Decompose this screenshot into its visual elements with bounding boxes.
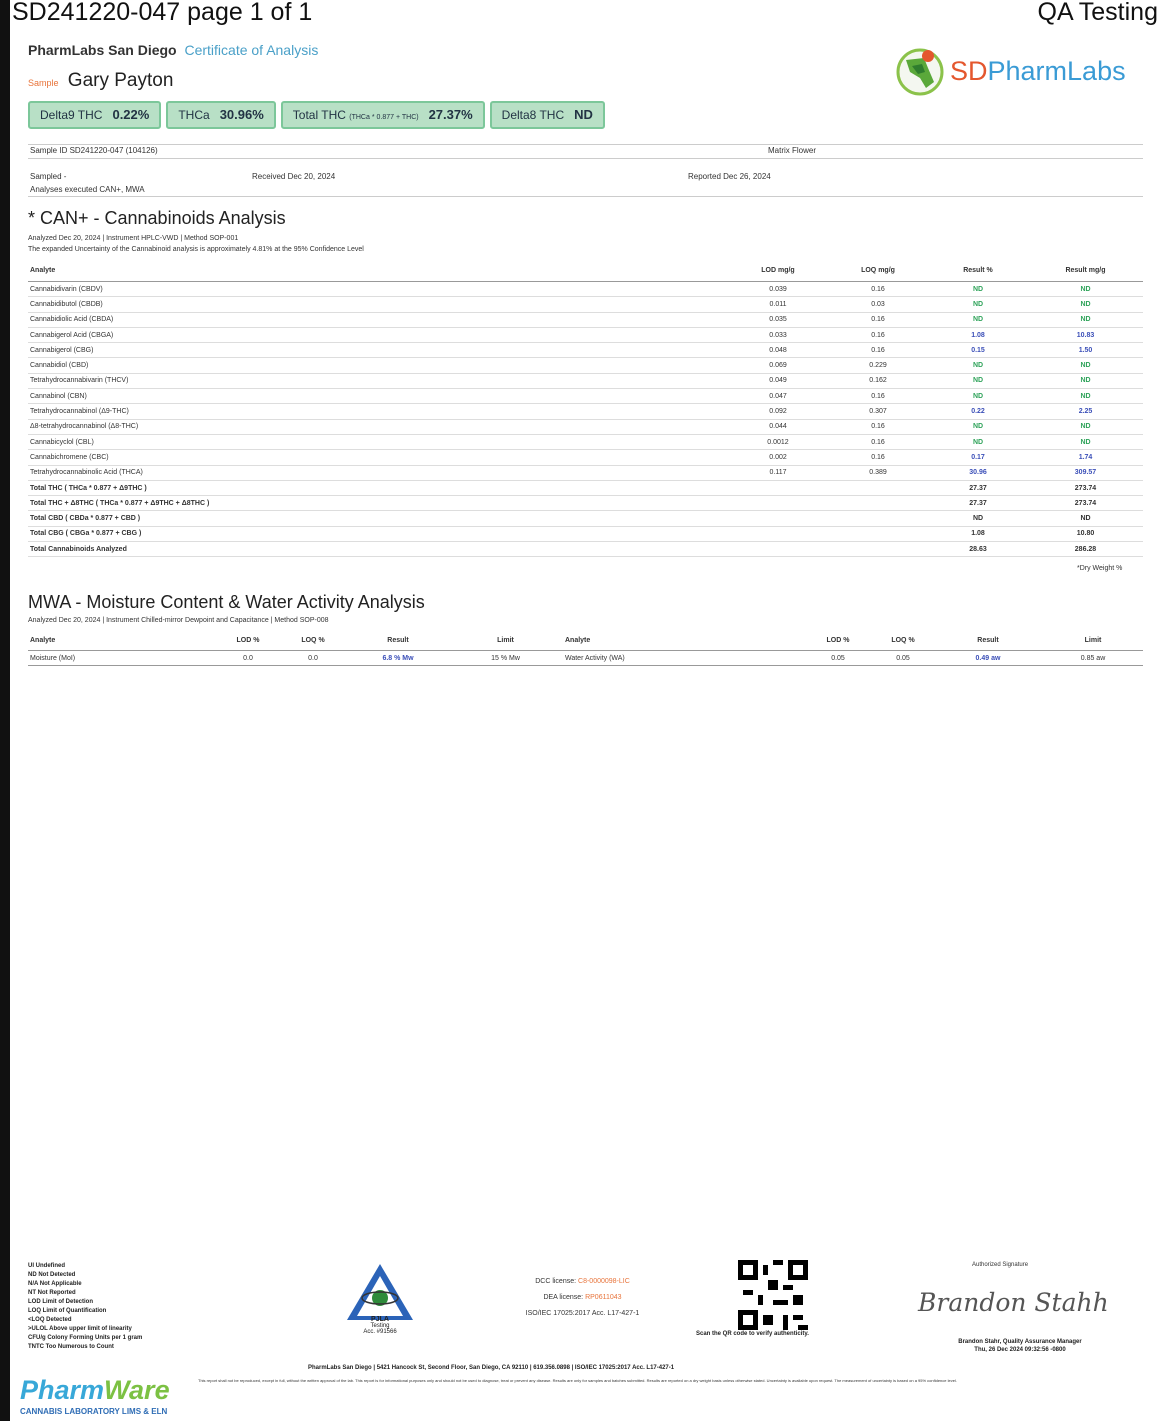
lod-value: 0.047 (728, 389, 828, 404)
mwa-h-result: Result (348, 630, 448, 651)
lod-value: 0.069 (728, 358, 828, 373)
mwa-h-analyte: Analyte (563, 630, 803, 651)
header-result-mg: Result mg/g (1028, 259, 1143, 282)
result-percent: 1.08 (928, 327, 1028, 342)
analyte-name: Cannabidivarin (CBDV) (28, 282, 728, 297)
total-name: Total CBG ( CBGa * 0.877 + CBG ) (28, 526, 728, 541)
mwa-h-lod: LOD % (803, 630, 873, 651)
total-row (28, 526, 1143, 541)
total-percent: 1.08 (928, 526, 1028, 541)
dea-label: DEA license: (543, 1294, 584, 1301)
lod-value: 0.044 (728, 419, 828, 434)
table-row (28, 282, 1143, 297)
moisture-table (28, 630, 1143, 666)
mwa-result: 6.8 % Mw (348, 651, 448, 666)
mwa-result: 0.49 aw (933, 651, 1043, 666)
mwa-h-loq: LOQ % (873, 630, 933, 651)
total-mg: ND (1028, 511, 1143, 526)
divider (28, 144, 1143, 145)
empty-cell (828, 511, 928, 526)
pill-delta9 (28, 101, 161, 129)
analyte-name: Cannabichromene (CBC) (28, 450, 728, 465)
header-lod: LOD mg/g (728, 259, 828, 282)
can-subtitle: Analyzed Dec 20, 2024 | Instrument HPLC-VWD | Method SOP-001 (28, 235, 239, 242)
signature: Brandon Stahh (918, 1288, 1109, 1317)
dry-weight-note: *Dry Weight % (1077, 565, 1123, 572)
result-mg: 1.74 (1028, 450, 1143, 465)
legend-item: CFU/g Colony Forming Units per 1 gram (28, 1335, 143, 1341)
analyte-name: Cannabidibutol (CBDB) (28, 297, 728, 312)
table-header (28, 259, 1143, 282)
sampled: Sampled - (30, 172, 67, 181)
pill-label: Delta9 THC (40, 108, 103, 122)
pharmware-b: Ware (104, 1375, 170, 1405)
mwa-limit: 0.85 aw (1043, 651, 1143, 666)
loq-value: 0.307 (828, 404, 928, 419)
signatory (930, 1338, 1110, 1354)
result-percent: ND (928, 373, 1028, 388)
result-percent: ND (928, 389, 1028, 404)
qa-title: QA Testing (1037, 0, 1158, 26)
analyte-name: Tetrahydrocannabinolic Acid (THCA) (28, 465, 728, 480)
legend-item: LOD Limit of Detection (28, 1299, 93, 1305)
analyte-name: Cannabidiol (CBD) (28, 358, 728, 373)
analyte-name: Tetrahydrocannabivarin (THCV) (28, 373, 728, 388)
pill-note: (THCa * 0.877 + THC) (349, 114, 419, 121)
pjla-name: PJLA (371, 1316, 389, 1323)
dcc-label: DCC license: (535, 1278, 577, 1285)
dea-license (510, 1290, 655, 1306)
lod-value: 0.011 (728, 297, 828, 312)
mwa-lod: 0.0 (218, 651, 278, 666)
received: Received Dec 20, 2024 (252, 172, 336, 181)
empty-cell (728, 480, 828, 495)
lod-value: 0.033 (728, 327, 828, 342)
reported: Reported Dec 26, 2024 (688, 172, 771, 181)
pill-thca (166, 101, 275, 129)
total-mg: 286.28 (1028, 542, 1143, 557)
loq-value: 0.03 (828, 297, 928, 312)
empty-cell (828, 542, 928, 557)
empty-cell (828, 480, 928, 495)
empty-cell (728, 511, 828, 526)
lod-value: 0.035 (728, 312, 828, 327)
result-mg: ND (1028, 434, 1143, 449)
table-row (28, 297, 1143, 312)
legend-item: UI Undefined (28, 1263, 65, 1269)
result-mg: 10.83 (1028, 327, 1143, 342)
sample-label: Sample (28, 78, 59, 88)
result-percent: ND (928, 282, 1028, 297)
pill-label: THCa (178, 108, 210, 122)
qr-code-icon[interactable] (738, 1260, 808, 1330)
table-row (28, 373, 1143, 388)
table-row (28, 465, 1143, 480)
loq-value: 0.16 (828, 434, 928, 449)
loq-value: 0.16 (828, 389, 928, 404)
loq-value: 0.16 (828, 282, 928, 297)
divider (28, 196, 1143, 197)
total-name: Total THC + Δ8THC ( THCa * 0.877 + Δ9THC + Δ8THC ) (28, 496, 728, 511)
total-mg: 273.74 (1028, 480, 1143, 495)
iso-accreditation: ISO/IEC 17025:2017 Acc. L17-427-1 (525, 1310, 640, 1317)
legend-item: N/A Not Applicable (28, 1281, 82, 1287)
lab-address: PharmLabs San Diego | 5421 Hancock St, Second Floor, San Diego, CA 92110 | 619.356.0898 | ISO/IEC 17025:2017 Acc. L17-427-1 (308, 1365, 675, 1371)
signature-date: Thu, 26 Dec 2024 09:32:56 -0800 (974, 1347, 1066, 1353)
legend-item: LOQ Limit of Quantification (28, 1308, 107, 1314)
loq-value: 0.16 (828, 327, 928, 342)
analyte-name: Cannabidiolic Acid (CBDA) (28, 312, 728, 327)
total-row (28, 496, 1143, 511)
analyte-name: Cannabigerol Acid (CBGA) (28, 327, 728, 342)
logo-sd: SD (950, 56, 988, 86)
result-mg: ND (1028, 282, 1143, 297)
empty-cell (828, 526, 928, 541)
divider (28, 158, 1143, 159)
summary-pills (28, 101, 605, 129)
result-mg: 1.50 (1028, 343, 1143, 358)
mwa-loq: 0.0 (278, 651, 348, 666)
pill-delta8 (490, 101, 605, 129)
mwa-h-result: Result (933, 630, 1043, 651)
pharmware-tagline: CANNABIS LABORATORY LIMS & ELN (20, 1407, 168, 1416)
analyte-name: Δ8-tetrahydrocannabinol (Δ8-THC) (28, 419, 728, 434)
lod-value: 0.048 (728, 343, 828, 358)
mwa-subtitle: Analyzed Dec 20, 2024 | Instrument Chilled-mirror Dewpoint and Capacitance | Method SOP-008 (28, 617, 329, 624)
analyte-name: Cannabinol (CBN) (28, 389, 728, 404)
table-row (28, 450, 1143, 465)
legend-item: <LOQ Detected (28, 1317, 72, 1323)
total-row (28, 542, 1143, 557)
analyte-name: Tetrahydrocannabinol (Δ9-THC) (28, 404, 728, 419)
table-row (28, 651, 1143, 666)
pjla-label (360, 1316, 400, 1335)
total-percent: 28.63 (928, 542, 1028, 557)
empty-cell (828, 496, 928, 511)
total-name: Total THC ( THCa * 0.877 + Δ9THC ) (28, 480, 728, 495)
coa-label: Certificate of Analysis (184, 42, 319, 58)
signature-heading: Authorized Signature (972, 1262, 1029, 1268)
signatory-name: Brandon Stahr, Quality Assurance Manager (958, 1339, 1082, 1345)
legend-item: >ULOL Above upper limit of linearity (28, 1326, 132, 1332)
abbreviation-legend (28, 1262, 142, 1352)
mwa-h-lod: LOD % (218, 630, 278, 651)
pill-value: 27.37% (428, 107, 473, 122)
california-logo-icon (890, 42, 950, 102)
can-uncertainty: The expanded Uncertainty of the Cannabinoid analysis is approximately 4.81% at the 95% Confidence Level (28, 246, 364, 253)
pill-value: 0.22% (112, 107, 150, 122)
sdpharmlabs-logo (890, 42, 1160, 102)
total-name: Total CBD ( CBDa * 0.877 + CBD ) (28, 511, 728, 526)
loq-value: 0.229 (828, 358, 928, 373)
pill-value: ND (574, 107, 593, 122)
coa-page (10, 0, 1170, 1421)
pjla-acc: Acc. #91566 (363, 1329, 397, 1335)
total-percent: ND (928, 511, 1028, 526)
empty-cell (728, 542, 828, 557)
empty-cell (728, 496, 828, 511)
result-percent: ND (928, 358, 1028, 373)
cannabinoids-table (28, 259, 1143, 557)
table-row (28, 404, 1143, 419)
fine-print: This report shall not be reproduced, except in full, without the written approval of the lab. This report is for informational purposes only and should not be used to diagnose, treat or prevent any disease. Results are only for samples and batches submitted. Results are reported on a dry weight basis unless otherwise stated. Uncertainty is available upon request. The measurement of uncertainty is based on a 95% confidence level. (198, 1378, 957, 1383)
mwa-header (28, 630, 1143, 651)
license-block (510, 1274, 655, 1322)
result-percent: 0.22 (928, 404, 1028, 419)
loq-value: 0.162 (828, 373, 928, 388)
pjla-sub: Testing (370, 1323, 390, 1329)
lab-line (28, 42, 318, 58)
analyte-name: Cannabicyclol (CBL) (28, 434, 728, 449)
mwa-h-limit: Limit (1043, 630, 1143, 651)
result-mg: 309.57 (1028, 465, 1143, 480)
legend-item: NT Not Reported (28, 1290, 76, 1296)
dcc-license (510, 1274, 655, 1290)
pill-total-thc (281, 101, 485, 129)
mwa-title: MWA - Moisture Content & Water Activity Analysis (28, 592, 425, 612)
result-percent: ND (928, 419, 1028, 434)
result-percent: 30.96 (928, 465, 1028, 480)
pharmware-logo (20, 1375, 170, 1406)
loq-value: 0.16 (828, 312, 928, 327)
analyte-name: Cannabigerol (CBG) (28, 343, 728, 358)
loq-value: 0.16 (828, 419, 928, 434)
header-result-pct: Result % (928, 259, 1028, 282)
loq-value: 0.389 (828, 465, 928, 480)
result-mg: ND (1028, 373, 1143, 388)
loq-value: 0.16 (828, 343, 928, 358)
sample-line (28, 70, 173, 92)
loq-value: 0.16 (828, 450, 928, 465)
lod-value: 0.049 (728, 373, 828, 388)
sample-name: Gary Payton (67, 70, 174, 91)
total-percent: 27.37 (928, 496, 1028, 511)
logo-pharmlabs: PharmLabs (987, 56, 1126, 86)
result-mg: ND (1028, 297, 1143, 312)
total-row (28, 511, 1143, 526)
dea-value: RP0611043 (585, 1294, 622, 1301)
matrix: Matrix Flower (768, 146, 817, 155)
pill-label: Delta8 THC (501, 108, 565, 122)
result-mg: ND (1028, 312, 1143, 327)
total-mg: 10.80 (1028, 526, 1143, 541)
total-percent: 27.37 (928, 480, 1028, 495)
result-percent: ND (928, 312, 1028, 327)
table-row (28, 419, 1143, 434)
result-mg: ND (1028, 419, 1143, 434)
result-mg: 2.25 (1028, 404, 1143, 419)
pill-value: 30.96% (219, 107, 264, 122)
can-title: * CAN+ - Cannabinoids Analysis (28, 208, 286, 228)
qr-caption: Scan the QR code to verify authenticity. (696, 1331, 809, 1337)
lod-value: 0.092 (728, 404, 828, 419)
lod-value: 0.039 (728, 282, 828, 297)
table-row (28, 358, 1143, 373)
result-percent: 0.15 (928, 343, 1028, 358)
mwa-analyte: Water Activity (WA) (563, 651, 803, 666)
result-percent: ND (928, 434, 1028, 449)
table-row (28, 312, 1143, 327)
total-mg: 273.74 (1028, 496, 1143, 511)
mwa-loq: 0.05 (873, 651, 933, 666)
header-loq: LOQ mg/g (828, 259, 928, 282)
legend-item: TNTC Too Numerous to Count (28, 1344, 114, 1350)
table-row (28, 343, 1143, 358)
result-mg: ND (1028, 389, 1143, 404)
mwa-h-limit: Limit (448, 630, 563, 651)
analyses-executed: Analyses executed CAN+, MWA (30, 185, 145, 194)
lod-value: 0.0012 (728, 434, 828, 449)
doc-title: SD241220-047 page 1 of 1 (12, 0, 313, 26)
lod-value: 0.002 (728, 450, 828, 465)
mwa-h-loq: LOQ % (278, 630, 348, 651)
sample-id: Sample ID SD241220-047 (104126) (30, 146, 158, 155)
total-name: Total Cannabinoids Analyzed (28, 542, 728, 557)
table-row (28, 389, 1143, 404)
table-row (28, 327, 1143, 342)
result-percent: ND (928, 297, 1028, 312)
result-percent: 0.17 (928, 450, 1028, 465)
pharmware-a: Pharm (20, 1375, 105, 1405)
mwa-limit: 15 % Mw (448, 651, 563, 666)
pill-label: Total THC (292, 108, 346, 122)
table-row (28, 434, 1143, 449)
result-mg: ND (1028, 358, 1143, 373)
header-analyte: Analyte (28, 259, 728, 282)
dcc-value: C8-0000098-LIC (578, 1278, 630, 1285)
empty-cell (728, 526, 828, 541)
mwa-analyte: Moisture (MoI) (28, 651, 218, 666)
total-row (28, 480, 1143, 495)
lod-value: 0.117 (728, 465, 828, 480)
legend-item: ND Not Detected (28, 1272, 76, 1278)
mwa-h-analyte: Analyte (28, 630, 218, 651)
logo-text (950, 56, 1126, 87)
mwa-lod: 0.05 (803, 651, 873, 666)
lab-name: PharmLabs San Diego (28, 42, 177, 58)
